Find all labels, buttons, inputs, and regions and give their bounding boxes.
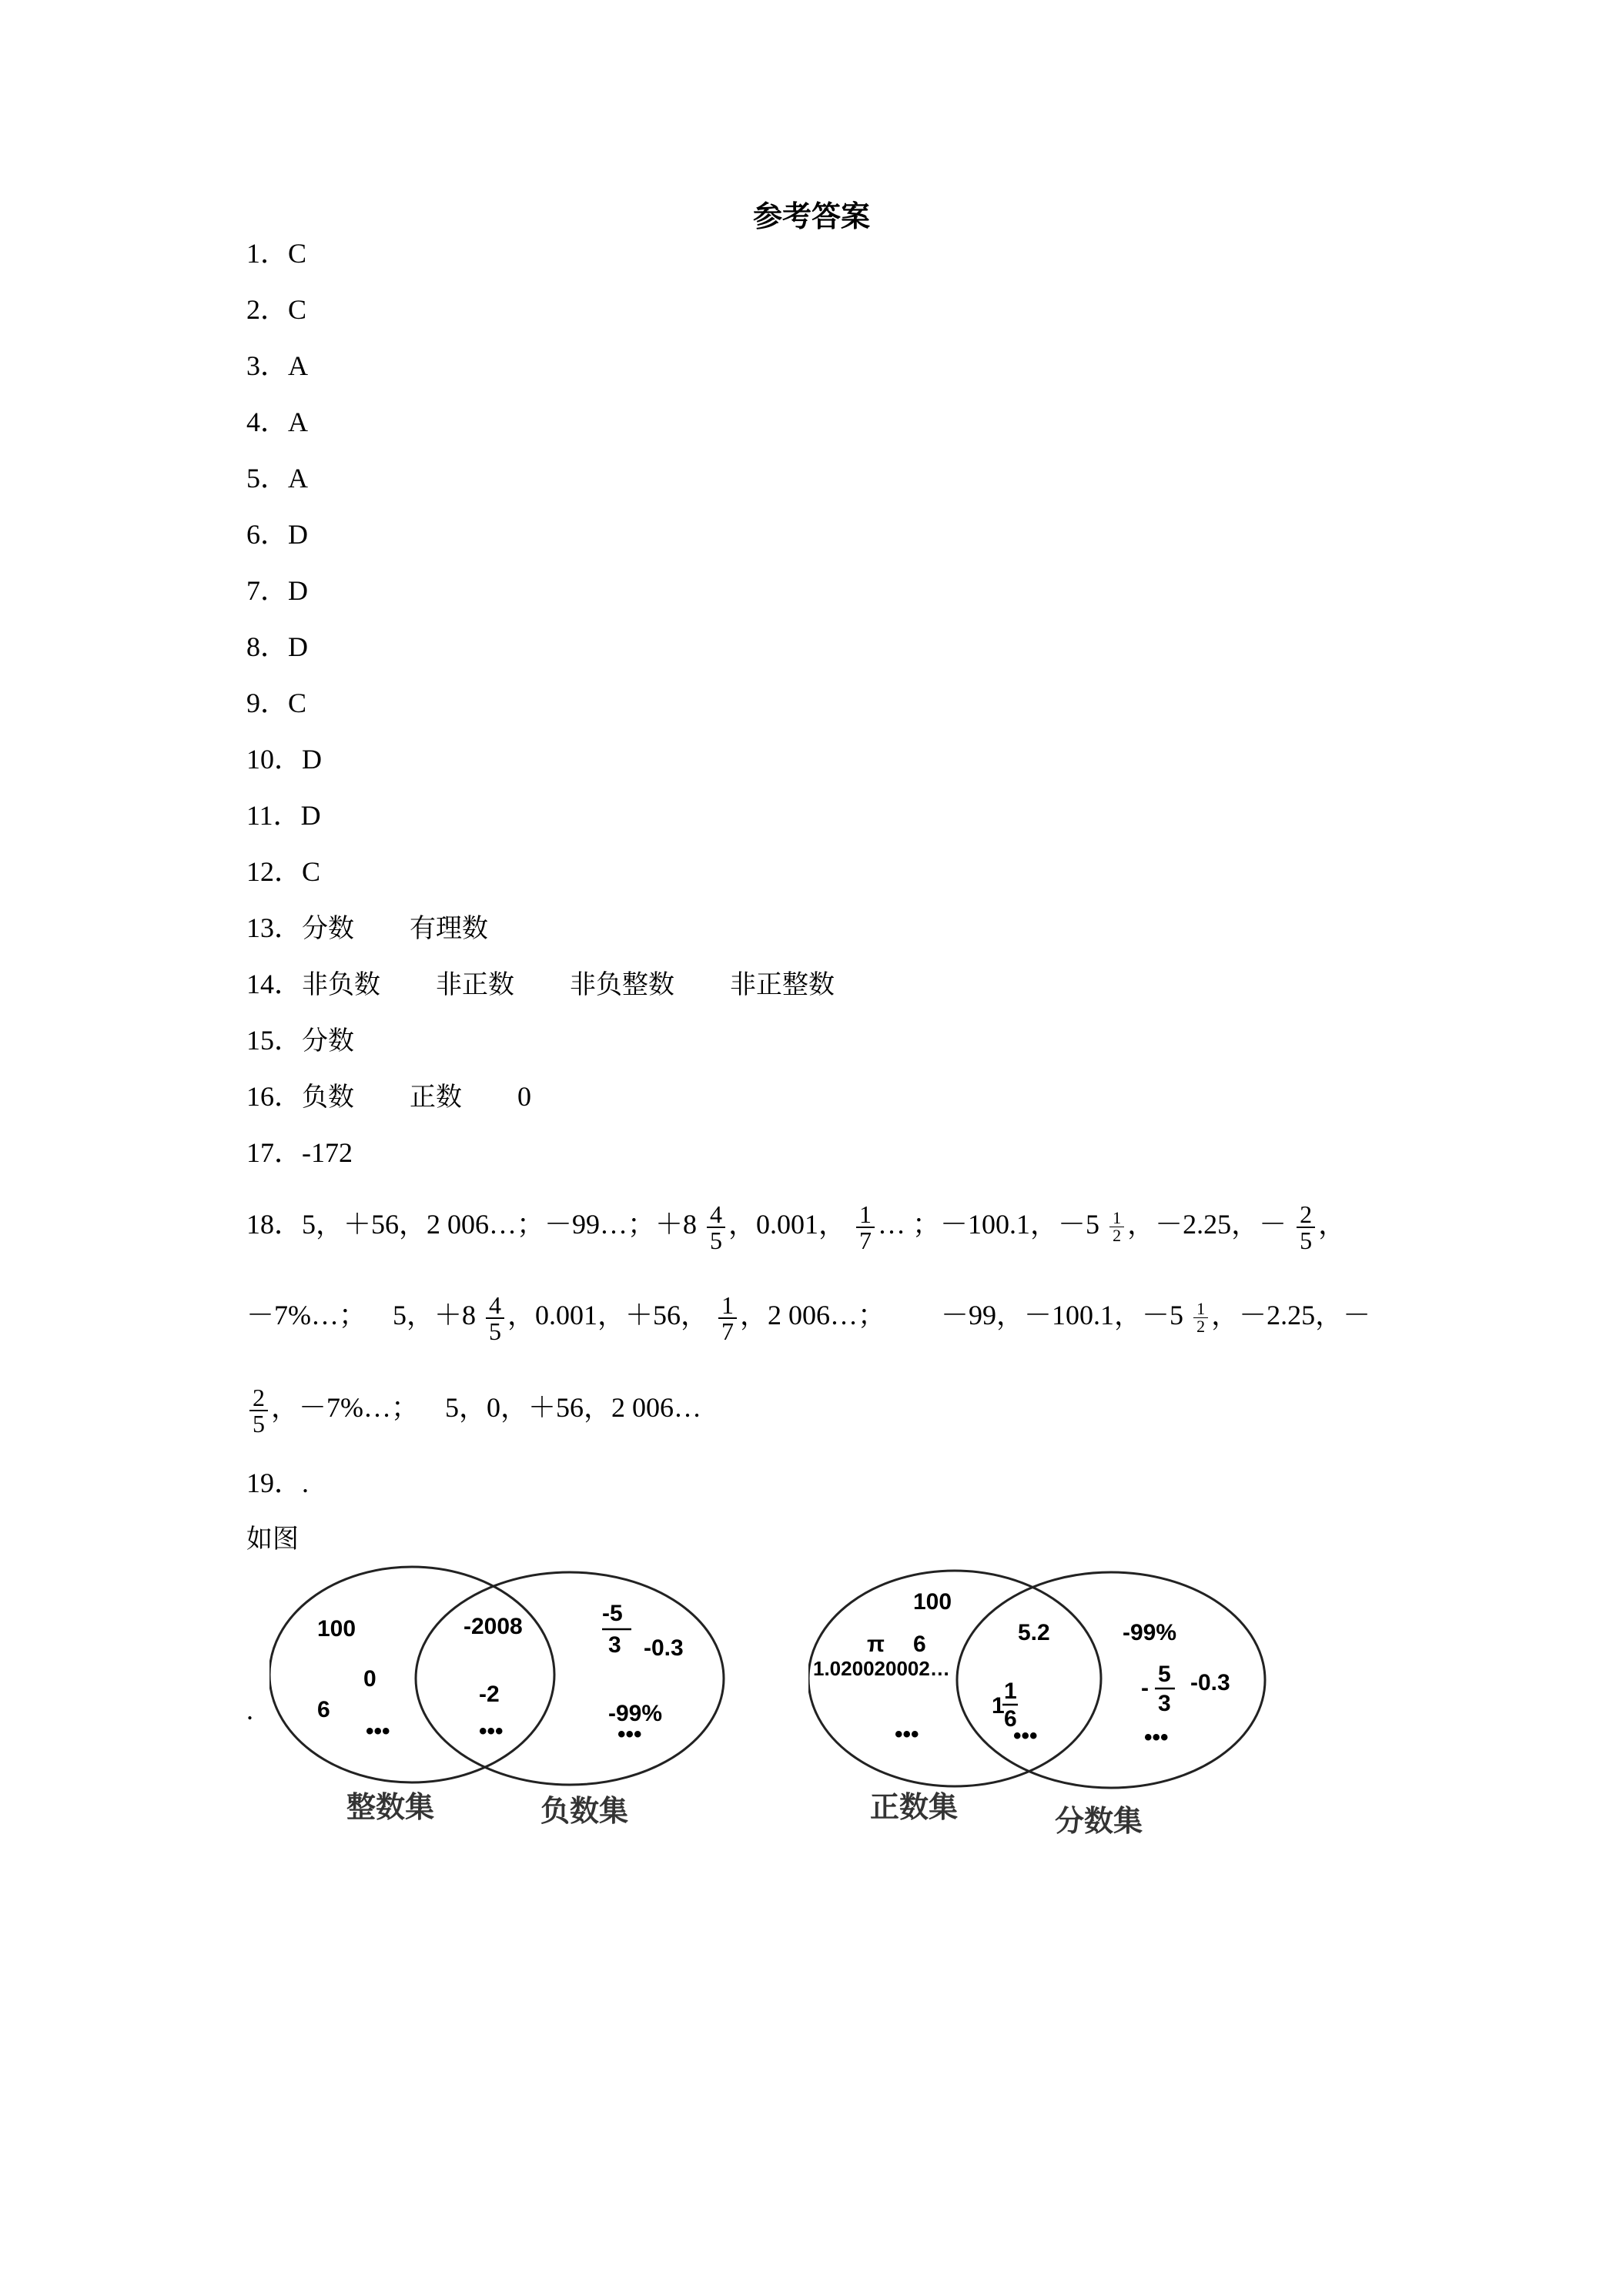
answer-9: 9．C (246, 688, 307, 718)
venn-value: 6 (317, 1697, 330, 1722)
venn-fraction-denominator: 6 (1004, 1706, 1017, 1732)
venn-label-fraction-set: 分数集 (1055, 1804, 1143, 1838)
venn-value: 1.020020002… (813, 1657, 950, 1680)
fraction-1-2: $\frac{1}{2}$ (1193, 1300, 1208, 1335)
venn-fraction-denominator: 3 (1158, 1691, 1171, 1716)
answer-2: 2．C (246, 294, 307, 325)
answer-5: 5．A (246, 463, 309, 494)
venn-value: 6 (913, 1632, 926, 1657)
venn-mixed-whole: 1 (992, 1693, 1005, 1719)
answer-8: 8．D (246, 631, 309, 662)
circle-negative-set (416, 1572, 724, 1785)
venn-fraction-numerator: -5 (602, 1601, 623, 1626)
answer-17: 17．-172 (246, 1137, 353, 1168)
answer-15: 15．分数 (246, 1025, 355, 1056)
circle-integer-set (269, 1567, 554, 1782)
answer-12: 12．C (246, 856, 321, 887)
answer-16: 16．负数 正数 0 (246, 1081, 532, 1113)
venn-dots: ••• (1144, 1725, 1169, 1750)
answer-7: 7．D (246, 575, 309, 606)
venn-value: -99% (1123, 1620, 1177, 1645)
venn-value: -0.3 (1190, 1670, 1230, 1695)
venn-diagram-positives-fractions (808, 1563, 1270, 1848)
answer-18-line-2: －7%…； 5，＋8 $\frac{4}{5}$ ，0.001，＋56， $\frac{1}{7}$ ，2 006…； －99，－100.1，－5 $\frac{1}{2}$ ，－2.25，－ (246, 1290, 1371, 1345)
answer-13: 13．分数 有理数 (246, 912, 489, 944)
answer-19: 19．. (246, 1468, 310, 1498)
venn-minus: - (1141, 1675, 1149, 1701)
venn-value: -99% (608, 1701, 663, 1726)
venn-fraction-numerator: 1 (1004, 1678, 1017, 1704)
answer-14: 14．非负数 非正数 非负整数 非正整数 (246, 969, 835, 1000)
venn-label-integer-set: 整数集 (346, 1790, 435, 1824)
answer-6: 6．D (246, 519, 309, 550)
venn-value: 0 (363, 1666, 376, 1692)
answer-10: 10．D (246, 744, 323, 775)
venn-dots: ••• (895, 1722, 919, 1747)
fraction-2-5: $\frac{2}{5}$ (249, 1385, 268, 1436)
fraction-4-5: $\frac{4}{5}$ (707, 1202, 725, 1253)
venn-value: -2008 (463, 1614, 523, 1639)
answer-1: 1．C (246, 238, 307, 269)
answer-11: 11．D (246, 800, 321, 831)
venn-value: 5.2 (1018, 1620, 1050, 1645)
venn-fraction-numerator: 5 (1158, 1662, 1171, 1687)
venn-dots: ••• (479, 1719, 504, 1744)
fraction-1-2: $\frac{1}{2}$ (1109, 1210, 1124, 1244)
answer-3: 3．A (246, 350, 309, 381)
fraction-2-5: $\frac{2}{5}$ (1297, 1202, 1315, 1253)
venn-diagram-integers-negatives (269, 1563, 747, 1840)
venn-label-negative-set: 负数集 (540, 1794, 629, 1828)
venn-value: π (867, 1632, 885, 1657)
answer-4: 4．A (246, 407, 309, 437)
venn-value: 100 (317, 1616, 356, 1642)
venn-value: -2 (479, 1682, 500, 1707)
venn-fraction-denominator: 3 (608, 1632, 621, 1658)
answer-18-line-3: $\frac{2}{5}$ ，－7%…； 5，0，＋56，2 006… (246, 1375, 701, 1440)
answer-18-line-1: 18．5，＋56，2 006…；－99…；＋8 $\frac{4}{5}$ ，0.001， $\frac{1}{7}$ … ；－100.1，－5 $\frac{1}{2}$ ，－2.25，－ $\frac{2}{5}$ ， (246, 1200, 1347, 1254)
answer-19-text: 如图 (246, 1524, 299, 1555)
venn-dots: ••• (617, 1722, 642, 1747)
venn-value: -0.3 (644, 1635, 684, 1661)
venn-value: 100 (913, 1589, 952, 1615)
venn-dots: ••• (366, 1719, 390, 1744)
venn-dots: ••• (1013, 1723, 1038, 1749)
fraction-1-7: $\frac{1}{7}$ (718, 1293, 737, 1344)
venn-label-positive-set: 正数集 (870, 1790, 959, 1824)
figure-period: . (246, 1695, 253, 1725)
fraction-4-5: $\frac{4}{5}$ (486, 1293, 504, 1344)
page-title: 参考答案 (752, 199, 870, 233)
fraction-1-7: $\frac{1}{7}$ (856, 1202, 875, 1253)
